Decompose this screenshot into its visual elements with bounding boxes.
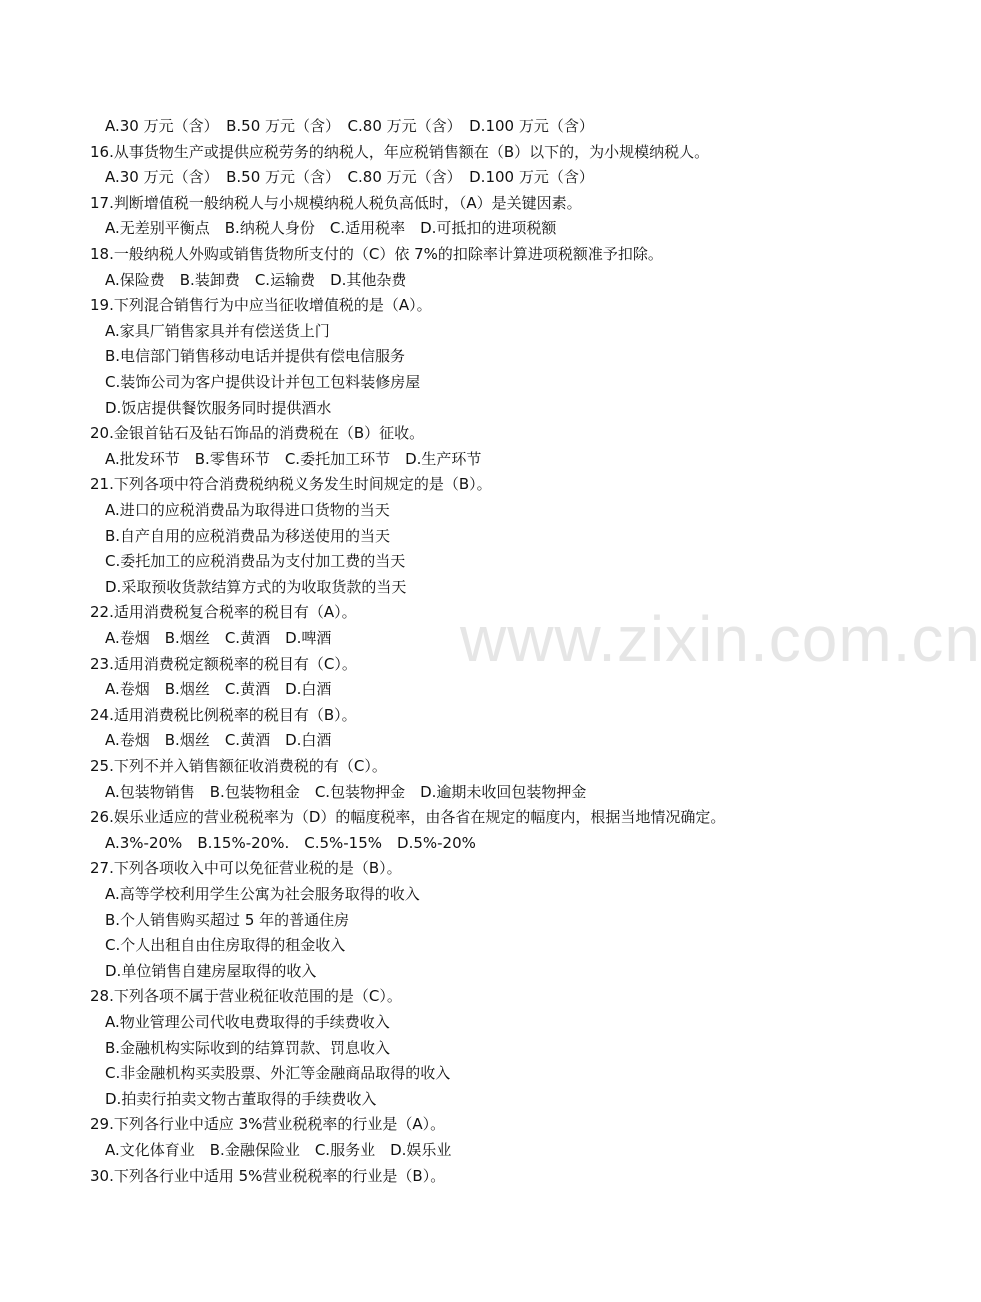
answer-option-line: D.单位销售自建房屋取得的收入	[105, 961, 317, 980]
answer-option-line: A.批发环节 B.零售环节 C.委托加工环节 D.生产环节	[105, 449, 482, 468]
answer-option-line: A.3%-20% B.15%-20%. C.5%-15% D.5%-20%	[105, 833, 476, 852]
answer-option-line: D.拍卖行拍卖文物古董取得的手续费收入	[105, 1089, 377, 1108]
answer-option-line: A.包装物销售 B.包装物租金 C.包装物押金 D.逾期未收回包装物押金	[105, 782, 587, 801]
question-line: 17.判断增值税一般纳税人与小规模纳税人税负高低时，（A）是关键因素。	[90, 193, 582, 212]
answer-option-line: A.无差别平衡点 B.纳税人身份 C.适用税率 D.可抵扣的进项税额	[105, 219, 557, 238]
answer-option-line: A.家具厂销售家具并有偿送货上门	[105, 321, 330, 340]
question-line: 20.金银首钻石及钻石饰品的消费税在（B）征收。	[90, 424, 425, 443]
answer-option-line: A.文化体育业 B.金融保险业 C.服务业 D.娱乐业	[105, 1141, 452, 1159]
answer-option-line: B.自产自用的应税消费品为移送使用的当天	[105, 526, 391, 545]
question-line: 29.下列各行业中适应 3%营业税税率的行业是（A）。	[90, 1115, 446, 1134]
answer-option-line: D.采取预收货款结算方式的为收取货款的当天	[105, 577, 407, 596]
question-line: 18.一般纳税人外购或销售货物所支付的（C）依 7%的扣除率计算进项税额准予扣除。	[90, 245, 663, 263]
answer-option-line: A.保险费 B.装卸费 C.运输费 D.其他杂费	[105, 270, 407, 289]
answer-option-line: B.个人销售购买超过 5 年的普通住房	[105, 910, 350, 929]
answer-option-line: B.电信部门销售移动电话并提供有偿电信服务	[105, 347, 406, 366]
answer-option-line: D.饭店提供餐饮服务同时提供酒水	[105, 398, 332, 417]
answer-option-line: A.卷烟 B.烟丝 C.黄酒 D.白酒	[105, 731, 332, 750]
question-line: 28.下列各项不属于营业税征收范围的是（C）。	[90, 987, 402, 1006]
answer-option-line: A.高等学校利用学生公寓为社会服务取得的收入	[105, 885, 420, 903]
answer-option-line: A.物业管理公司代收电费取得的手续费收入	[105, 1013, 390, 1031]
answer-option-line: A.卷烟 B.烟丝 C.黄酒 D.啤酒	[105, 629, 332, 647]
answer-option-line: C.非金融机构买卖股票、外汇等金融商品取得的收入	[105, 1064, 451, 1083]
answer-option-line: C.装饰公司为客户提供设计并包工包料装修房屋	[105, 373, 421, 391]
question-line: 25.下列不并入销售额征收消费税的有（C）。	[90, 757, 387, 775]
answer-option-line: A.30 万元（含） B.50 万元（含） C.80 万元（含） D.100 万元（含）	[105, 168, 594, 187]
question-line: 24.适用消费税比例税率的税目有（B）。	[90, 705, 357, 724]
question-line: 27.下列各项收入中可以免征营业税的是（B）。	[90, 859, 402, 878]
question-line: 23.适用消费税定额税率的税目有（C）。	[90, 654, 357, 673]
question-line: 16.从事货物生产或提供应税劳务的纳税人，年应税销售额在（B）以下的，为小规模纳税人。	[90, 142, 710, 161]
answer-option-line: A.30 万元（含） B.50 万元（含） C.80 万元（含） D.100 万元（含）	[105, 117, 594, 135]
question-line: 22.适用消费税复合税率的税目有（A）。	[90, 603, 357, 622]
question-line: 19.下列混合销售行为中应当征收增值税的是（A）。	[90, 296, 432, 315]
answer-option-line: C.个人出租自由住房取得的租金收入	[105, 936, 346, 955]
watermark: www.zixin.com.cn	[460, 603, 981, 675]
answer-option-line: A.进口的应税消费品为取得进口货物的当天	[105, 501, 390, 519]
answer-option-line: B.金融机构实际收到的结算罚款、罚息收入	[105, 1038, 391, 1057]
question-line: 26.娱乐业适应的营业税税率为（D）的幅度税率，由各省在规定的幅度内，根据当地情况确定。	[90, 808, 726, 827]
answer-option-line: A.卷烟 B.烟丝 C.黄酒 D.白酒	[105, 680, 332, 699]
answer-option-line: C.委托加工的应税消费品为支付加工费的当天	[105, 552, 406, 571]
question-line: 30.下列各行业中适用 5%营业税税率的行业是（B）。	[90, 1166, 446, 1185]
question-line: 21.下列各项中符合消费税纳税义务发生时间规定的是（B）。	[90, 475, 492, 494]
